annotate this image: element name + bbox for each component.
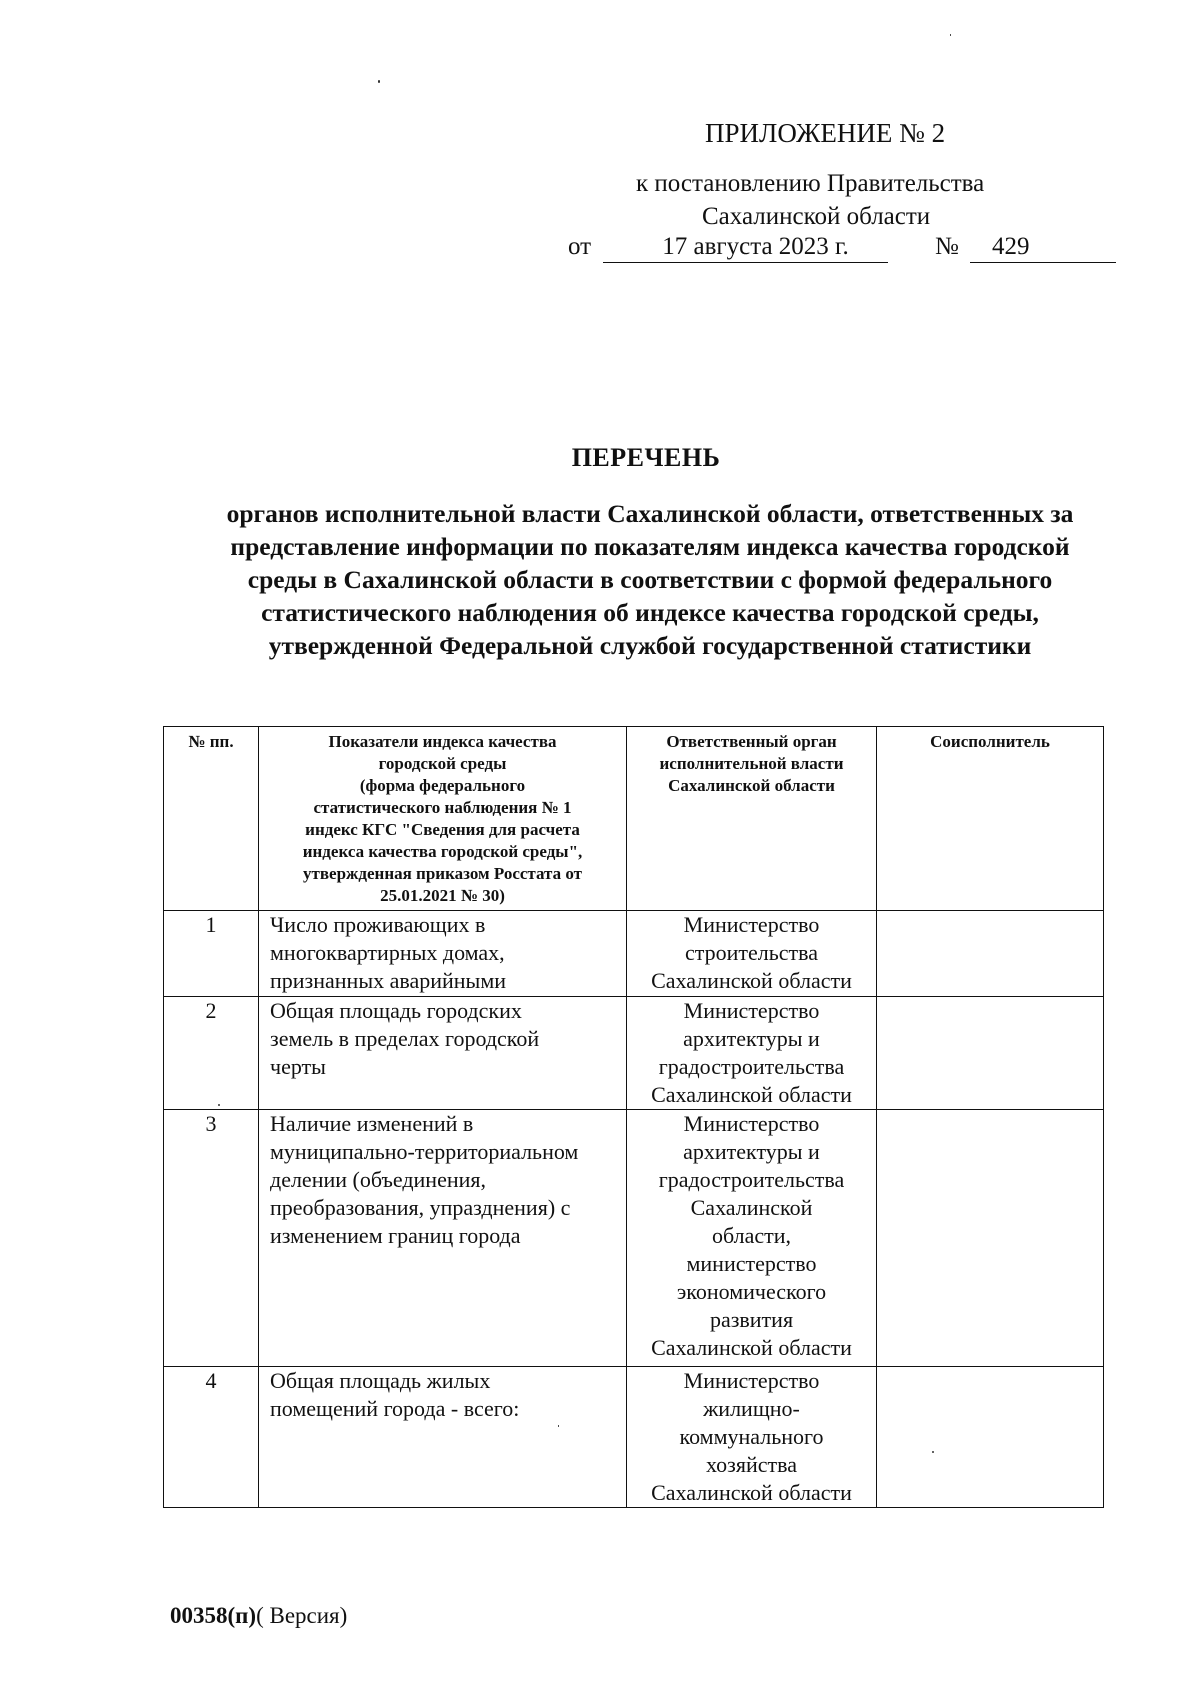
decree-date: 17 августа 2023 г.	[603, 233, 888, 263]
org-line: Министерство	[683, 1368, 820, 1393]
subtitle-line: утвержденной Федеральной службой государственной статистики	[268, 631, 1032, 660]
header-responsible-body	[627, 727, 877, 911]
version-label: ( Версия)	[256, 1603, 348, 1628]
header-indicator-line: городской среды	[378, 754, 507, 773]
row-number: 4	[164, 1367, 259, 1508]
from-label: от	[568, 233, 592, 260]
row-co-executor	[877, 1367, 1104, 1508]
header-indicator	[259, 727, 627, 911]
row-indicator	[259, 1367, 627, 1508]
org-line: градостроительства	[658, 1054, 845, 1079]
org-line: области,	[711, 1223, 792, 1248]
table-row	[164, 911, 1104, 997]
org-line: архитектуры и	[683, 1139, 820, 1164]
appendix-title: ПРИЛОЖЕНИЕ № 2	[705, 118, 946, 148]
row-co-executor	[877, 997, 1104, 1110]
org-line: Сахалинской области	[651, 1082, 852, 1107]
indicator-line: Наличие изменений в	[270, 1111, 474, 1136]
indicator-line: преобразования, упразднения) с	[270, 1195, 571, 1220]
scan-speck	[950, 34, 951, 36]
org-line: Сахалинской области	[651, 1480, 852, 1505]
responsibility-table	[163, 726, 1104, 1508]
org-line: градостроительства	[658, 1167, 845, 1192]
org-line: развития	[709, 1307, 794, 1332]
header-indicator-line: индекса качества городской среды",	[302, 842, 583, 861]
org-line: Сахалинской области	[651, 1335, 852, 1360]
header-co-executor	[877, 727, 1104, 911]
org-line: жилищно-	[703, 1396, 800, 1421]
org-line: Сахалинской области	[651, 968, 852, 993]
row-indicator	[259, 997, 627, 1110]
row-responsible-body	[627, 997, 877, 1110]
org-line: экономического	[676, 1279, 827, 1304]
decree-date-row	[568, 233, 1118, 269]
header-org-line: Ответственный орган	[666, 732, 837, 751]
row-number: 1	[164, 911, 259, 997]
header-number-text: № пп.	[188, 732, 234, 751]
table-row	[164, 1110, 1104, 1367]
header-indicator-line: утвержденная приказом Росстата от	[303, 864, 582, 883]
header-indicator-line: Показатели индекса качества	[328, 732, 557, 751]
scan-speck	[558, 1425, 559, 1427]
subtitle-line: представление информации по показателям индекса качества городской	[230, 532, 1070, 561]
scan-speck	[932, 1451, 934, 1453]
header-indicator-line: 25.01.2021 № 30)	[380, 886, 505, 905]
org-line: Министерство	[683, 1111, 820, 1136]
document-title: ПЕРЕЧЕНЬ	[571, 443, 721, 472]
indicator-line: помещений города - всего:	[270, 1396, 520, 1421]
registration-code: 00358(п)	[170, 1603, 257, 1628]
table-header-row	[164, 727, 1104, 911]
decree-reference-line2: Сахалинской области	[702, 203, 931, 230]
org-line: коммунального	[679, 1424, 824, 1449]
org-line: хозяйства	[706, 1452, 797, 1477]
header-org-line: исполнительной власти	[659, 754, 844, 773]
table-row	[164, 1367, 1104, 1508]
org-line: министерство	[686, 1251, 817, 1276]
subtitle-line: статистического наблюдения об индексе качества городской среды,	[261, 598, 1039, 627]
org-line: Сахалинской	[690, 1195, 813, 1220]
number-label: №	[935, 233, 959, 260]
row-number: 2	[164, 997, 259, 1110]
indicator-line: делении (объединения,	[270, 1167, 487, 1192]
indicator-line: Число проживающих в	[270, 912, 486, 937]
org-line: строительства	[684, 940, 819, 965]
row-responsible-body	[627, 911, 877, 997]
header-number	[164, 727, 259, 911]
row-indicator	[259, 911, 627, 997]
header-co-text: Соисполнитель	[930, 732, 1050, 751]
row-responsible-body	[627, 1367, 877, 1508]
scan-speck	[218, 1104, 220, 1106]
document-subtitle	[170, 497, 1130, 662]
scan-speck	[378, 80, 380, 83]
indicator-line: муниципально-территориальном	[270, 1139, 579, 1164]
indicator-line: признанных аварийными	[270, 968, 507, 993]
indicator-line: многоквартирных домах,	[270, 940, 505, 965]
decree-reference-line1: к постановлению Правительства	[636, 170, 985, 197]
row-co-executor	[877, 1110, 1104, 1367]
indicator-line: изменением границ города	[270, 1223, 521, 1248]
row-number: 3	[164, 1110, 259, 1367]
document-footer	[170, 1603, 347, 1629]
header-indicator-line: индекс КГС "Сведения для расчета	[305, 820, 580, 839]
header-indicator-line: статистического наблюдения № 1	[313, 798, 572, 817]
header-indicator-line: (форма федерального	[359, 776, 526, 795]
indicator-line: земель в пределах городской	[270, 1026, 540, 1051]
subtitle-line: среды в Сахалинской области в соответствии с формой федерального	[247, 565, 1053, 594]
decree-number: 429	[970, 233, 1116, 263]
row-co-executor	[877, 911, 1104, 997]
indicator-line: Общая площадь жилых	[270, 1368, 491, 1393]
subtitle-line: органов исполнительной власти Сахалинской области, ответственных за	[226, 499, 1074, 528]
row-indicator	[259, 1110, 627, 1367]
org-line: архитектуры и	[683, 1026, 820, 1051]
table-row	[164, 997, 1104, 1110]
org-line: Министерство	[683, 912, 820, 937]
indicator-line: черты	[270, 1054, 326, 1079]
row-responsible-body	[627, 1110, 877, 1367]
header-org-line: Сахалинской области	[668, 776, 835, 795]
indicator-line: Общая площадь городских	[270, 998, 522, 1023]
org-line: Министерство	[683, 998, 820, 1023]
